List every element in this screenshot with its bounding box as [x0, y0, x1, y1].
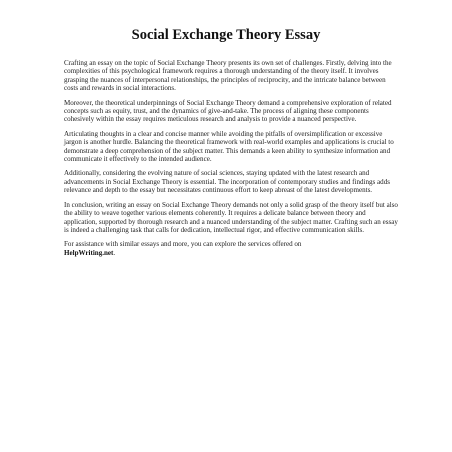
helpwriting-site-name: HelpWriting.net [64, 248, 114, 257]
paragraph-intro: Crafting an essay on the topic of Social Exchange Theory presents its own set of challenges. Firstly, delving into the complexities of this psychological framework requires a thorough understanding of the theory itself. It involves grasping the nuances of interpersonal relationships, the principles of reciprocity, and the intricate balance between costs and rewards in social interactions. [64, 59, 392, 93]
closing-text: For assistance with similar essays and more, you can explore the services offered on [64, 240, 302, 249]
paragraph-research: Additionally, considering the evolving nature of social sciences, staying updated with the latest research and advancements in Social Exchange Theory is essential. The incorporation of contemporary studies and findings adds relevance and depth to the essay but necessitates continuous effort to keep abreast of the latest developments. [64, 169, 390, 195]
page-title: Social Exchange Theory Essay [131, 27, 321, 43]
paragraph-theory: Moreover, the theoretical underpinnings of Social Exchange Theory demand a comprehensive exploration of related concepts such as equity, trust, and the dynamics of give-and-take. The process of aligning these components cohesively within the essay requires meticulous research and analysis to provide a nuanced perspective. [64, 98, 392, 124]
paragraph-conclusion: In conclusion, writing an essay on Social Exchange Theory demands not only a solid grasp of the theory itself but also the ability to weave together various elements coherently. It requires a delicate balance between theory and application, supported by thorough research and a nuanced understanding of the subject matter. Crafting such an essay is indeed a challenging task that calls for dedication, intellectual rigor, and effective communication skills. [64, 200, 398, 234]
closing-period: . [113, 248, 116, 257]
paragraph-closing [64, 240, 400, 257]
essay-body [64, 59, 400, 257]
paragraph-articulation: Articulating thoughts in a clear and concise manner while avoiding the pitfalls of oversimplification or excessive jargon is another hurdle. Balancing the theoretical framework with real-world examples and applications is crucial to demonstrate a deep comprehension of the subject matter. This demands a keen ability to synthesize information and communicate it effectively to the intended audience. [64, 129, 394, 164]
